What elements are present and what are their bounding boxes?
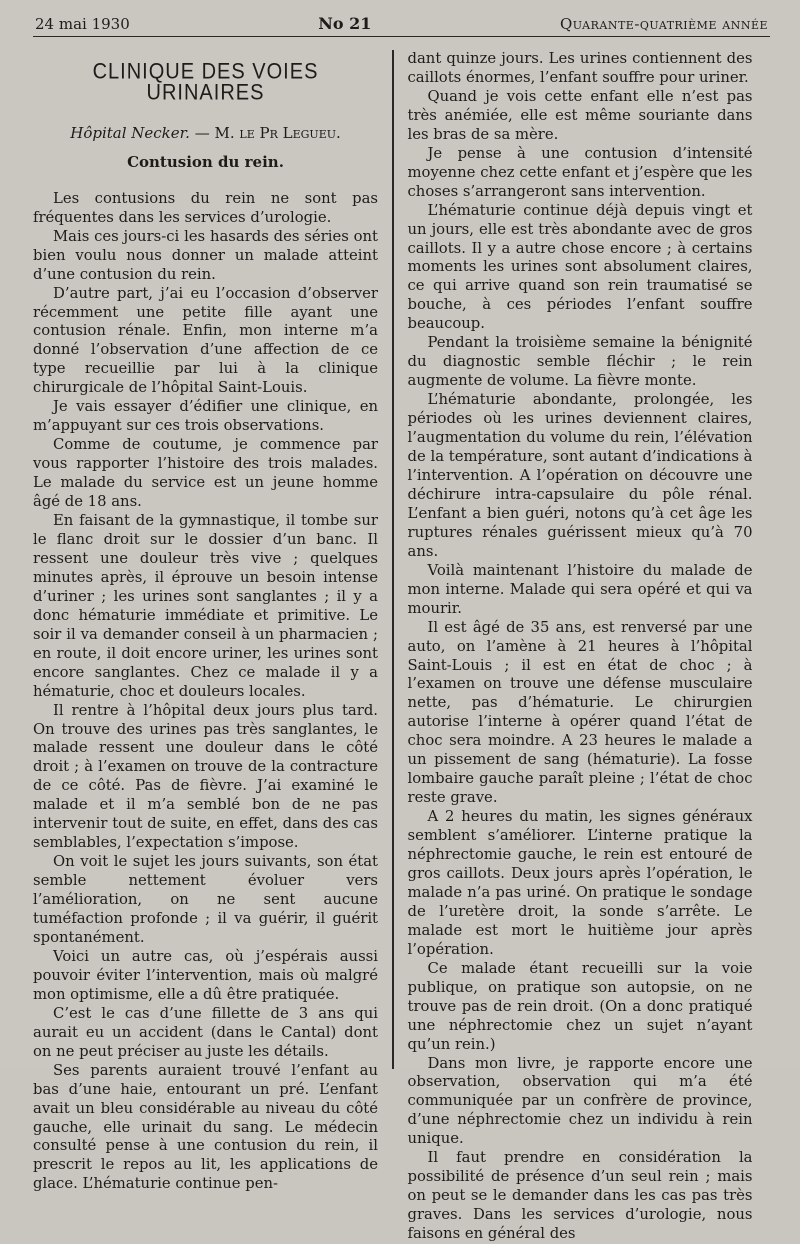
hospital-name: Hôpital Necker.: [70, 123, 190, 142]
paragraph: Comme de coutume, je commence par vous rapporter l’histoire des trois malades. Le malade du service est un jeune homme âgé de 18 ans.: [33, 436, 378, 511]
paragraph: L’hématurie abondante, prolongée, les périodes où les urines deviennent claires, l’augmentation du volume du rein, l’élévation de la température, sont autant d’indications à l’intervention. A l’opération on découvre une déchirure intra-capsulaire du pôle rénal. L’enfant a bien guéri, notons qu’à cet âge les ruptures rénales guérissent mieux qu’à 70 ans.: [407, 391, 753, 560]
paragraph: On voit le sujet les jours suivants, son état semble nettement évoluer vers l’amélioration, on ne sent aucune tuméfaction profonde ; il va guérir, il guérit spontanément.: [33, 853, 378, 946]
paragraph: Ce malade étant recueilli sur la voie publique, on pratique son autopsie, on ne trouve pas de rein droit. (On a donc pratiqué une néphrectomie chez un sujet n’ayant qu’un rein.): [407, 959, 753, 1053]
header-date: 24 mai 1930: [35, 15, 130, 33]
paragraph: Dans mon livre, je rapporte encore une observation, observation qui m’a été communiquée par un confrère de province, d’une néphrectomie chez un individu à rein unique.: [407, 1054, 753, 1148]
header-issue-number: No 21: [318, 14, 372, 33]
running-header: [33, 14, 770, 37]
paragraph: Il est âgé de 35 ans, est renversé par une auto, on l’amène à 21 heures à l’hôpital Saint-Louis ; il est en état de choc ; à l’examen on trouve une défense musculaire nette, pas d’hématurie. Le chirurgien autorise l’interne à opérer quand l’état de choc sera moindre. A 23 heures le malade a un pissement de sang (hématurie). La fosse lombaire gauche paraît pleine ; l’état de choc reste grave.: [407, 618, 753, 807]
left-column: [33, 50, 392, 1193]
paragraph: Il faut prendre en considération la possibilité de présence d’un seul rein ; mais on peut se le demander dans les cas pas très graves. Dans les services d’urologie, nous faisons en général des: [407, 1149, 753, 1243]
article-columns: [33, 50, 770, 1243]
paragraph: A 2 heures du matin, les signes généraux semblent s’améliorer. L’interne pratique la néphrectomie gauche, le rein est entouré de gros caillots. Deux jours après l’opération, le malade n’a pas uriné. On pratique le sondage de l’uretère droit, la sonde s’arrête. Le malade est mort le huitième jour après l’opération.: [407, 808, 753, 958]
paragraph: C’est le cas d’une fillette de 3 ans qui aurait eu un accident (dans le Cantal) dont on ne peut préciser au juste les détails.: [33, 1004, 378, 1060]
paragraph: L’hématurie continue déjà depuis vingt et un jours, elle est très abondante avec de gros caillots. Il y a autre chose encore ; à certains moments les urines sont absolument claires, ce qui arrive quand son rein traumatisé se bouche, à ces périodes l’enfant souffre beaucoup.: [407, 201, 753, 333]
paragraph: Pendant la troisième semaine la bénignité du diagnostic semble fléchir ; le rein augmente de volume. La fièvre monte.: [407, 334, 753, 390]
paragraph: Mais ces jours-ci les hasards des séries ont bien voulu nous donner un malade atteint d’une contusion du rein.: [33, 227, 378, 283]
author-name: — M. le Pr Legueu.: [194, 123, 341, 142]
paragraph: Voici un autre cas, où j’espérais aussi pouvoir éviter l’intervention, mais où malgré mon optimisme, elle a dû être pratiquée.: [33, 947, 378, 1003]
paragraph: Je pense à une contusion d’intensité moyenne chez cette enfant et j’espère que les choses s’arrangeront sans intervention.: [407, 144, 753, 200]
paragraph: En faisant de la gymnastique, il tombe sur le flanc droit sur le dossier d’un banc. Il ressent une douleur très vive ; quelques minutes après, il éprouve un besoin intense d’uriner ; les urines sont sanglantes ; il y a donc hématurie immédiate et primitive. Le soir il va demander conseil à un pharmacien ; en route, il doit encore uriner, les urines sont encore sanglantes. Chez ce malade il y a hématurie, choc et douleurs locales.: [33, 512, 378, 700]
byline: [33, 124, 378, 143]
header-year: Quarante-quatrième année: [559, 15, 768, 33]
paragraph: Ses parents auraient trouvé l’enfant au bas d’une haie, entourant un pré. L’enfant avait un bleu considérable au niveau du côté gauche, elle urinait du sang. Le médecin consulté pense à une contusion du rein, il prescrit le repos au lit, les applications de glace. L’hématurie continue pen-: [33, 1061, 378, 1193]
paragraph: dant quinze jours. Les urines contiennent des caillots énormes, l’enfant souffre pour uriner.: [407, 50, 753, 86]
paragraph: Il rentre à l’hôpital deux jours plus tard. On trouve des urines pas très sanglantes, le malade ressent une douleur dans le côté droit ; à l’examen on trouve de la contracture de ce côté. Pas de fièvre. J’ai examiné le malade et il m’a semblé bon de ne pas intervenir tout de suite, en effet, dans des cas semblables, l’expectation s’impose.: [33, 701, 378, 852]
paragraph: Voilà maintenant l’histoire du malade de mon interne. Malade qui sera opéré et qui va mourir.: [407, 561, 753, 617]
paragraph: Je vais essayer d’édifier une clinique, en m’appuyant sur ces trois observations.: [33, 398, 378, 435]
section-title: CLINIQUE DES VOIES URINAIRES: [92, 59, 319, 105]
paragraph: Quand je vois cette enfant elle n’est pas très anémiée, elle est même souriante dans les bras de sa mère.: [407, 87, 753, 143]
right-column: [394, 50, 753, 1243]
article-subtitle: Contusion du rein.: [127, 152, 284, 171]
paragraph: D’autre part, j’ai eu l’occasion d’observer récemment une petite fille ayant une contusion rénale. Enfin, mon interne m’a donné l’observation d’une affection de ce type recueillie par lui à la clinique chirurgicale de l’hôpital Saint-Louis.: [33, 284, 378, 397]
paragraph: Les contusions du rein ne sont pas fréquentes dans les services d’urologie.: [33, 189, 378, 226]
